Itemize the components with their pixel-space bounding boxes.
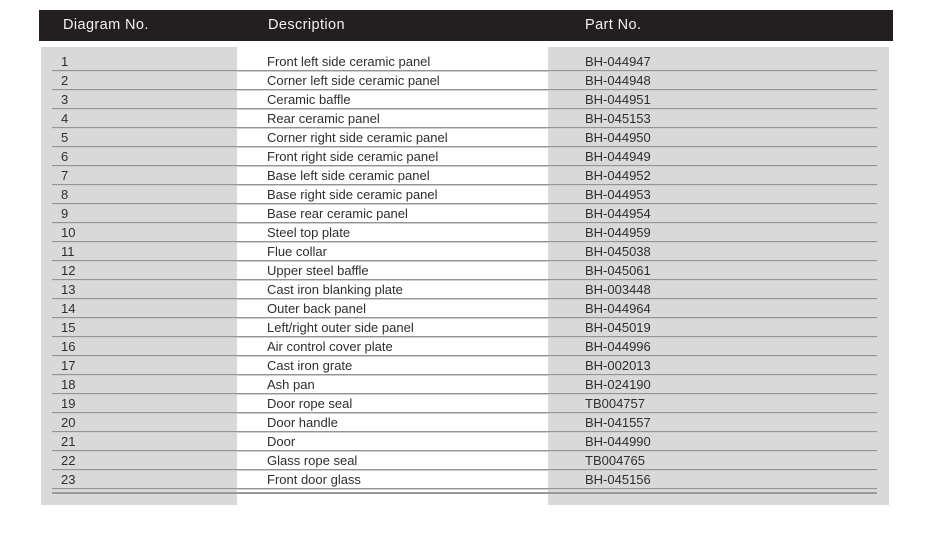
- cell-description: Door rope seal: [267, 396, 353, 411]
- table-bottom-rule: [52, 492, 877, 494]
- table-row: [39, 432, 893, 451]
- cell-diagram-no: 22: [61, 453, 76, 468]
- cell-part-no: BH-044949: [585, 149, 651, 164]
- cell-diagram-no: 3: [61, 92, 69, 107]
- cell-diagram-no: 14: [61, 301, 76, 316]
- table-rows-container: [39, 47, 893, 489]
- cell-description: Door: [267, 434, 296, 449]
- cell-description: Front door glass: [267, 472, 361, 487]
- table-row: [39, 147, 893, 166]
- cell-description: Air control cover plate: [267, 339, 393, 354]
- column-header-part-no: Part No.: [585, 17, 642, 33]
- cell-description: Outer back panel: [267, 301, 367, 316]
- parts-list-table: [39, 10, 893, 505]
- cell-part-no: BH-044964: [585, 301, 651, 316]
- table-row: [39, 71, 893, 90]
- cell-diagram-no: 19: [61, 396, 76, 411]
- cell-diagram-no: 2: [61, 73, 69, 88]
- cell-diagram-no: 23: [61, 472, 76, 487]
- cell-diagram-no: 12: [61, 263, 76, 278]
- table-row: [39, 356, 893, 375]
- cell-diagram-no: 13: [61, 282, 76, 297]
- cell-description: Front right side ceramic panel: [267, 149, 439, 164]
- table-row: [39, 261, 893, 280]
- table-row: [39, 451, 893, 470]
- table-row: [39, 185, 893, 204]
- cell-description: Door handle: [267, 415, 338, 430]
- cell-description: Left/right outer side panel: [267, 320, 414, 335]
- table-header-bar: [39, 10, 893, 41]
- cell-part-no: BH-044996: [585, 339, 651, 354]
- table-row: [39, 299, 893, 318]
- cell-part-no: BH-045061: [585, 263, 651, 278]
- cell-part-no: BH-044953: [585, 187, 651, 202]
- cell-diagram-no: 20: [61, 415, 76, 430]
- cell-description: Base rear ceramic panel: [267, 206, 408, 221]
- table-row: [39, 280, 893, 299]
- cell-description: Glass rope seal: [267, 453, 358, 468]
- table-body: [39, 47, 893, 505]
- cell-description: Upper steel baffle: [267, 263, 369, 278]
- cell-diagram-no: 4: [61, 111, 69, 126]
- table-row: [39, 318, 893, 337]
- cell-diagram-no: 18: [61, 377, 76, 392]
- cell-description: Flue collar: [267, 244, 327, 259]
- table-row: [39, 394, 893, 413]
- cell-part-no: BH-045156: [585, 472, 651, 487]
- cell-part-no: BH-044954: [585, 206, 651, 221]
- cell-diagram-no: 5: [61, 130, 69, 145]
- cell-part-no: BH-045019: [585, 320, 651, 335]
- cell-diagram-no: 21: [61, 434, 76, 449]
- cell-description: Cast iron blanking plate: [267, 282, 403, 297]
- cell-part-no: BH-044952: [585, 168, 651, 183]
- cell-description: Rear ceramic panel: [267, 111, 380, 126]
- cell-diagram-no: 11: [61, 244, 75, 259]
- cell-part-no: TB004765: [585, 453, 645, 468]
- table-row: [39, 375, 893, 394]
- cell-description: Ceramic baffle: [267, 92, 351, 107]
- cell-part-no: BH-041557: [585, 415, 651, 430]
- cell-part-no: BH-003448: [585, 282, 651, 297]
- table-row: [39, 470, 893, 489]
- cell-description: Ash pan: [267, 377, 315, 392]
- cell-part-no: BH-002013: [585, 358, 651, 373]
- cell-diagram-no: 1: [61, 54, 69, 69]
- cell-diagram-no: 15: [61, 320, 76, 335]
- column-header-diagram-no: Diagram No.: [63, 17, 149, 33]
- column-header-description: Description: [268, 17, 345, 33]
- cell-part-no: BH-044947: [585, 54, 651, 69]
- cell-description: Base left side ceramic panel: [267, 168, 430, 183]
- table-row: [39, 109, 893, 128]
- cell-diagram-no: 9: [61, 206, 69, 221]
- cell-description: Front left side ceramic panel: [267, 54, 431, 69]
- cell-part-no: BH-044959: [585, 225, 651, 240]
- cell-description: Base right side ceramic panel: [267, 187, 438, 202]
- table-row: [39, 204, 893, 223]
- cell-part-no: BH-024190: [585, 377, 651, 392]
- cell-diagram-no: 10: [61, 225, 76, 240]
- cell-part-no: BH-044948: [585, 73, 651, 88]
- table-row: [39, 337, 893, 356]
- cell-description: Steel top plate: [267, 225, 351, 240]
- table-row: [39, 413, 893, 432]
- cell-part-no: BH-045038: [585, 244, 651, 259]
- table-row: [39, 128, 893, 147]
- cell-part-no: TB004757: [585, 396, 645, 411]
- cell-part-no: BH-044990: [585, 434, 651, 449]
- table-row: [39, 223, 893, 242]
- cell-diagram-no: 8: [61, 187, 69, 202]
- cell-diagram-no: 16: [61, 339, 76, 354]
- cell-part-no: BH-044951: [585, 92, 651, 107]
- table-row: [39, 52, 893, 71]
- cell-diagram-no: 6: [61, 149, 69, 164]
- cell-part-no: BH-044950: [585, 130, 651, 145]
- cell-diagram-no: 17: [61, 358, 76, 373]
- cell-description: Corner left side ceramic panel: [267, 73, 440, 88]
- table-row: [39, 242, 893, 261]
- cell-part-no: BH-045153: [585, 111, 651, 126]
- cell-diagram-no: 7: [61, 168, 69, 183]
- cell-description: Corner right side ceramic panel: [267, 130, 448, 145]
- cell-description: Cast iron grate: [267, 358, 353, 373]
- table-row: [39, 90, 893, 109]
- table-row: [39, 166, 893, 185]
